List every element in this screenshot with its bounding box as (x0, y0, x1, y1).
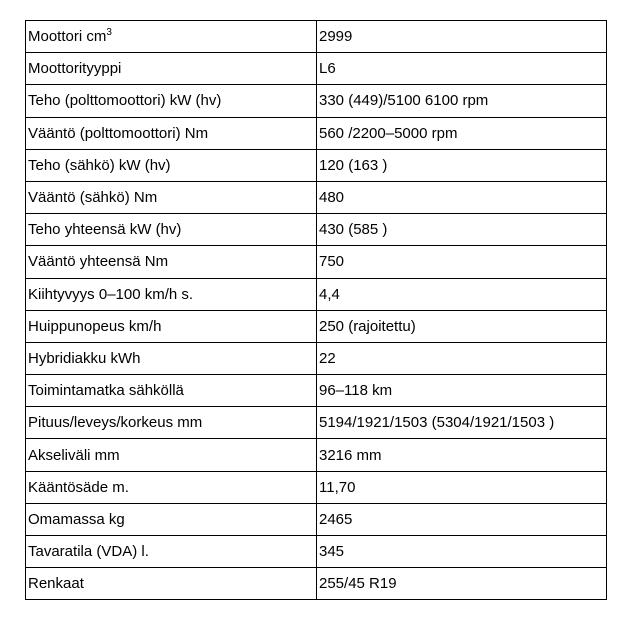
row-label: Tavaratila (VDA) l. (26, 536, 317, 568)
row-label: Teho (polttomoottori) kW (hv) (26, 85, 317, 117)
table-row (26, 310, 607, 342)
table-row (26, 536, 607, 568)
row-label-text: Moottori cm (28, 28, 107, 46)
table-row (26, 471, 607, 503)
row-label: Kääntösäde m. (26, 471, 317, 503)
row-value: 2999 (317, 21, 607, 53)
table-row (26, 214, 607, 246)
row-value: 750 (317, 246, 607, 278)
row-value: 255/45 R19 (317, 568, 607, 600)
row-value: 2465 (317, 503, 607, 535)
row-label: Vääntö (sähkö) Nm (26, 181, 317, 213)
row-value: 560 /2200–5000 rpm (317, 117, 607, 149)
table-row (26, 181, 607, 213)
table-row (26, 53, 607, 85)
row-label: Hybridiakku kWh (26, 342, 317, 374)
row-label-engine-displacement (26, 21, 317, 53)
table-row (26, 439, 607, 471)
row-value: 330 (449)/5100 6100 rpm (317, 85, 607, 117)
table-row (26, 246, 607, 278)
table-row (26, 503, 607, 535)
row-label: Toimintamatka sähköllä (26, 375, 317, 407)
row-label: Vääntö yhteensä Nm (26, 246, 317, 278)
row-label: Huippunopeus km/h (26, 310, 317, 342)
table-row (26, 568, 607, 600)
row-label: Teho (sähkö) kW (hv) (26, 149, 317, 181)
row-value: 345 (317, 536, 607, 568)
row-label: Teho yhteensä kW (hv) (26, 214, 317, 246)
row-value: 120 (163 ) (317, 149, 607, 181)
row-value: 3216 mm (317, 439, 607, 471)
row-label: Omamassa kg (26, 503, 317, 535)
table-row (26, 117, 607, 149)
table-row (26, 278, 607, 310)
table-row (26, 407, 607, 439)
table-row (26, 375, 607, 407)
row-value: 22 (317, 342, 607, 374)
row-value: L6 (317, 53, 607, 85)
row-label: Pituus/leveys/korkeus mm (26, 407, 317, 439)
row-value: 480 (317, 181, 607, 213)
table-row (26, 85, 607, 117)
table-row (26, 342, 607, 374)
row-label: Renkaat (26, 568, 317, 600)
row-label: Akseliväli mm (26, 439, 317, 471)
table-row (26, 149, 607, 181)
row-value: 4,4 (317, 278, 607, 310)
row-value: 96–118 km (317, 375, 607, 407)
row-value: 430 (585 ) (317, 214, 607, 246)
row-label: Moottorityyppi (26, 53, 317, 85)
spec-table (25, 20, 607, 600)
unit-superscript: 3 (106, 27, 112, 39)
row-value: 250 (rajoitettu) (317, 310, 607, 342)
row-label: Vääntö (polttomoottori) Nm (26, 117, 317, 149)
table-row (26, 21, 607, 53)
row-label: Kiihtyvyys 0–100 km/h s. (26, 278, 317, 310)
row-value: 11,70 (317, 471, 607, 503)
row-value: 5194/1921/1503 (5304/1921/1503 ) (317, 407, 607, 439)
